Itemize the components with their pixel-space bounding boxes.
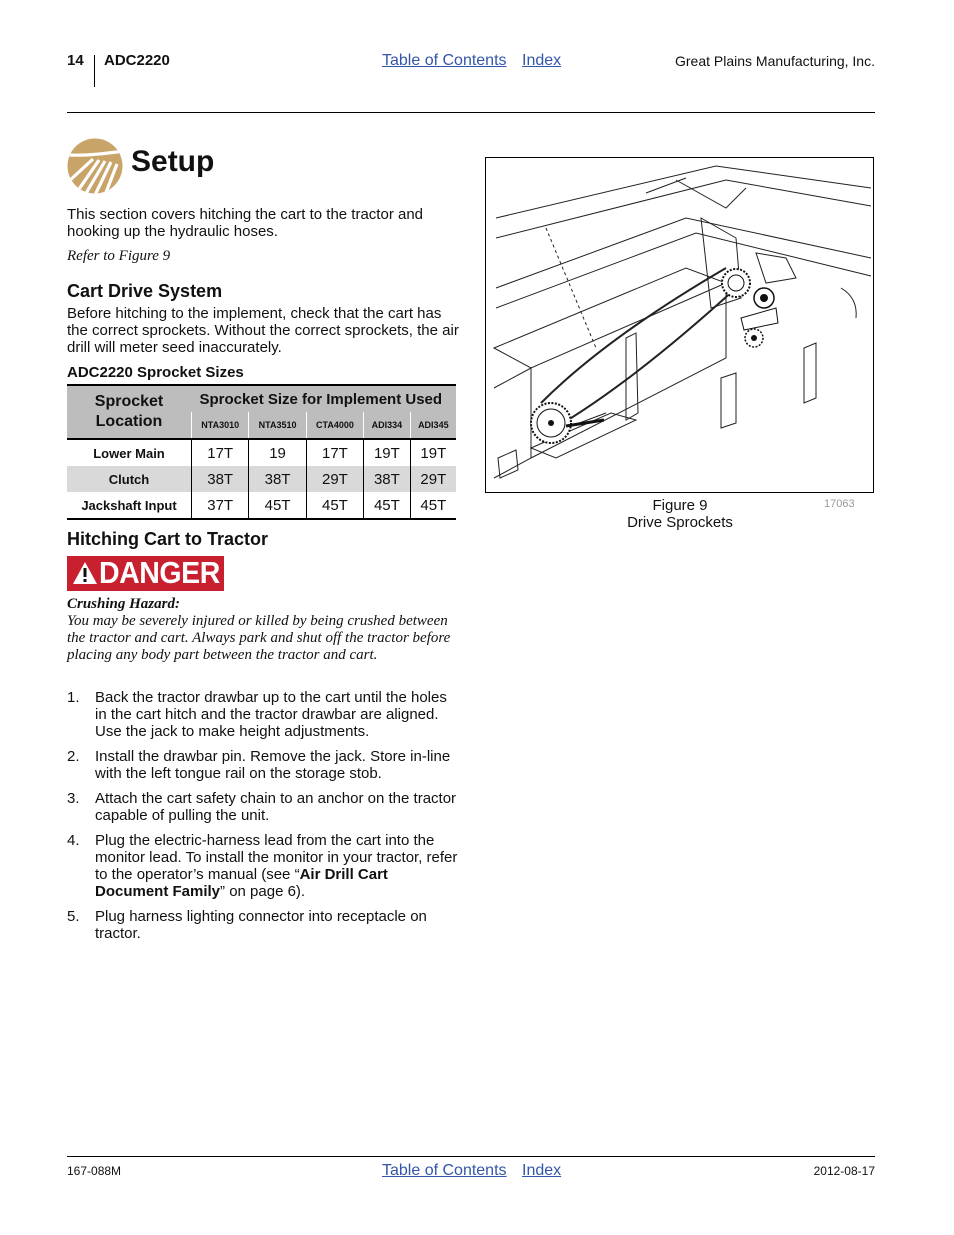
implement-header: ADI345 bbox=[410, 412, 456, 439]
implement-header: NTA3010 bbox=[192, 412, 249, 439]
upper-sprocket-icon bbox=[722, 269, 750, 297]
document-number: 167-088M bbox=[67, 1164, 122, 1178]
header-rule bbox=[67, 112, 875, 113]
row-label: Jackshaft Input bbox=[67, 492, 192, 519]
sprocket-table bbox=[67, 384, 456, 520]
table-cell: 17T bbox=[306, 439, 363, 466]
figure-title: Drive Sprockets bbox=[627, 514, 733, 531]
page-number: 14 bbox=[67, 52, 84, 69]
table-row bbox=[67, 492, 456, 519]
step-text: Install the drawbar pin. Remove the jack. Store in-line with the left tongue rail on the storage stob. bbox=[95, 748, 451, 782]
toc-link[interactable]: Table of Contents bbox=[382, 52, 507, 69]
figure-9-box bbox=[485, 157, 874, 493]
list-item bbox=[67, 748, 459, 782]
header-divider bbox=[94, 55, 95, 87]
table-row bbox=[67, 439, 456, 466]
table-cell: 37T bbox=[192, 492, 249, 519]
table-cell: 45T bbox=[410, 492, 456, 519]
list-item bbox=[67, 832, 459, 900]
step-text-post: ” on page 6). bbox=[220, 883, 306, 900]
index-link[interactable]: Index bbox=[522, 52, 562, 69]
step-text: Back the tractor drawbar up to the cart until the holes in the cart hitch and the tractor drawbar are aligned. Use the jack to make height adjustments. bbox=[95, 689, 447, 740]
table-cell: 45T bbox=[306, 492, 363, 519]
footer-index-link[interactable]: Index bbox=[522, 1162, 562, 1179]
model-name: ADC2220 bbox=[104, 52, 170, 69]
hazard-text: You may be severely injured or killed by being crushed between the tractor and cart. Always park and shut off the tractor before placing any body part between the tractor and cart. bbox=[67, 613, 451, 663]
table-cell: 45T bbox=[249, 492, 306, 519]
table-cell: 29T bbox=[306, 466, 363, 492]
table-cell: 38T bbox=[364, 466, 411, 492]
list-item bbox=[67, 689, 459, 740]
cart-drive-paragraph: Before hitching to the implement, check that the cart has the correct sprockets. Without the correct sprockets, the air drill will meter seed inaccurately. bbox=[67, 305, 459, 356]
table-cell: 17T bbox=[192, 439, 249, 466]
hitching-steps bbox=[67, 689, 459, 950]
step-number: 1. bbox=[67, 689, 80, 706]
figure-label: Figure 9 bbox=[652, 497, 708, 514]
footer-rule bbox=[67, 1156, 875, 1157]
step-number: 2. bbox=[67, 748, 80, 765]
table-cell: 29T bbox=[410, 466, 456, 492]
table-cell: 19T bbox=[410, 439, 456, 466]
step-number: 5. bbox=[67, 908, 80, 925]
footer-toc-link[interactable]: Table of Contents bbox=[382, 1162, 507, 1179]
lower-sprocket-icon bbox=[531, 403, 571, 443]
table-cell: 19T bbox=[364, 439, 411, 466]
row-label: Lower Main bbox=[93, 445, 165, 461]
company-name: Great Plains Manufacturing, Inc. bbox=[675, 53, 875, 69]
figure-id: 17063 bbox=[824, 498, 855, 510]
step-text: Attach the cart safety chain to an anchor on the tractor capable of pulling the unit. bbox=[95, 790, 457, 824]
step-number: 3. bbox=[67, 790, 80, 807]
implement-header: ADI334 bbox=[364, 412, 411, 439]
danger-label: DANGER bbox=[99, 555, 220, 590]
implement-header: NTA3510 bbox=[249, 412, 306, 439]
implement-header: CTA4000 bbox=[306, 412, 363, 439]
table-cell: 38T bbox=[249, 466, 306, 492]
step-text-pre: Plug the electric-harness lead from the cart into the monitor lead. To install the monitor in your tractor, refer to the operator’s manual (see “ bbox=[95, 832, 458, 883]
location-header: Sprocket Location bbox=[67, 385, 192, 439]
publication-date: 2012-08-17 bbox=[813, 1164, 875, 1178]
step-number: 4. bbox=[67, 832, 80, 849]
section-title: Setup bbox=[131, 145, 215, 178]
clutch-assembly-icon bbox=[741, 288, 778, 347]
intro-paragraph: This section covers hitching the cart to the tractor and hooking up the hydraulic hoses. bbox=[67, 206, 424, 240]
hitching-heading: Hitching Cart to Tractor bbox=[67, 529, 269, 549]
step-text: Plug harness lighting connector into receptacle on tractor. bbox=[95, 908, 427, 942]
table-cell: 19 bbox=[249, 439, 306, 466]
size-header: Sprocket Size for Implement Used bbox=[192, 385, 457, 412]
list-item bbox=[67, 908, 459, 942]
table-cell: 38T bbox=[192, 466, 249, 492]
sprocket-table-caption: ADC2220 Sprocket Sizes bbox=[67, 364, 244, 381]
figure-reference: Refer to Figure 9 bbox=[67, 248, 171, 264]
drive-sprockets-illustration bbox=[486, 158, 873, 492]
danger-sign bbox=[67, 556, 224, 591]
table-cell: 45T bbox=[364, 492, 411, 519]
cart-drive-heading: Cart Drive System bbox=[67, 281, 223, 301]
great-plains-logo-icon bbox=[67, 137, 123, 195]
row-label: Clutch bbox=[67, 466, 192, 492]
list-item bbox=[67, 790, 459, 824]
document-family-reference[interactable]: Air Drill Cart Document Family bbox=[95, 866, 388, 900]
hazard-title: Crushing Hazard: bbox=[67, 596, 180, 612]
warning-triangle-icon bbox=[72, 561, 98, 585]
table-row bbox=[67, 466, 456, 492]
